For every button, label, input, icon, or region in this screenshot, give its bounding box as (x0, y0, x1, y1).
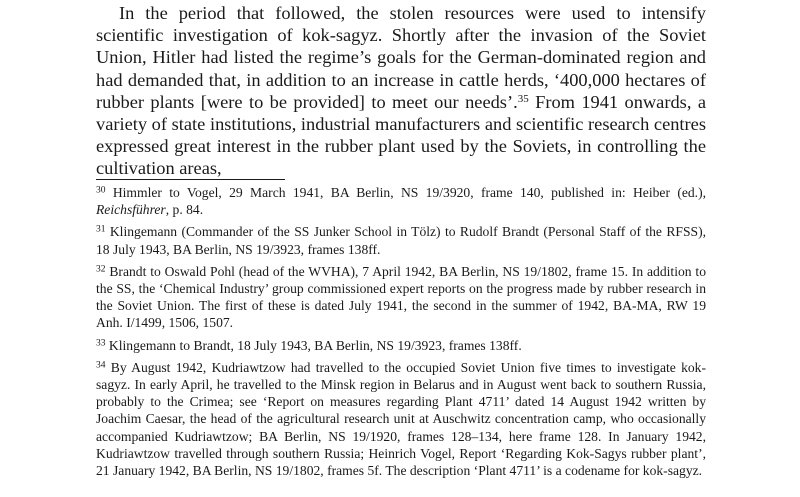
text-run: In the period that followed, the stolen resources were used to intensify scientific investigation of kok-sagyz. Shortly after the invasion of the Soviet Union, Hitler had listed the regime’s goals for the German-dominated region and had demanded that, in addition to an increase in cattle herds, ‘400,000 hectares of rubber plants [were to be provided] to meet our needs’. (96, 3, 706, 112)
footnote-31 (96, 223, 706, 257)
footnote-reference[interactable]: 35 (517, 92, 529, 105)
footnote-number: 33 (96, 338, 106, 349)
footnote-33 (96, 337, 706, 354)
footnote-number: 34 (96, 360, 106, 371)
footnote-text: Klingemann (Commander of the SS Junker School in Tölz) to Rudolf Brandt (Personal Staff of the RFSS), 18 July 1943, BA Berlin, NS 19/3923, frames 138ff. (96, 224, 706, 257)
footnotes (96, 184, 706, 484)
text-run: From 1941 onwards, a variety of state institutions, industrial manufacturers and scientific research centres expressed great interest in the rubber plant used by the Soviets, in controlling the cultivation areas, (96, 91, 706, 179)
footnote-number: 30 (96, 185, 106, 196)
footnote-text: , p. 84. (165, 202, 204, 218)
footnote-number: 32 (96, 264, 106, 275)
footnote-34 (96, 359, 706, 479)
footnote-30 (96, 184, 706, 218)
footnote-number: 31 (96, 225, 106, 236)
body-paragraph (96, 2, 706, 180)
body-text (96, 2, 706, 180)
footnote-text: Himmler to Vogel, 29 March 1941, BA Berlin, NS 19/3920, frame 140, published in: Heiber (ed.), (105, 185, 706, 200)
footnote-text: By August 1942, Kudriawtzow had travelled to the occupied Soviet Union five times to investigate kok-sagyz. In early April, he travelled to the Minsk region in Belarus and in August went back to southern Russia, probably to the Crimea; see ‘Report on measures regarding Plant 4711’ dated 14 August 1942 written by Joachim Caesar, the head of the agricultural research unit at Auschwitz concentration camp, who occasionally accompanied Kudriawtzow; BA Berlin, NS 19/1920, frames 128–134, here frame 128. In January 1942, Kudriawtzow travelled through southern Russia; Heinrich Vogel, Report ‘Regarding Kok-Sagys rubber plant’, 21 January 1942, BA Berlin, NS 19/1802, frames 5f. The description ‘Plant 4711’ is a codename for kok-sagyz. (96, 359, 706, 479)
footnote-text: Klingemann to Brandt, 18 July 1943, BA Berlin, NS 19/3923, frames 138ff. (105, 337, 522, 353)
footnote-separator (96, 179, 285, 180)
footnote-italic-title: Reichsführer (96, 202, 166, 218)
footnote-text: Brandt to Oswald Pohl (head of the WVHA), 7 April 1942, BA Berlin, NS 19/1802, frame 15. In addition to the SS, the ‘Chemical Industry’ group commissioned expert reports on the progress made by rubber research in the Soviet Union. The first of these is dated July 1941, the second in the summer of 1942, BA-MA, RW 19 Anh. I/1499, 1506, 1507. (96, 263, 706, 331)
footnote-32 (96, 263, 706, 332)
